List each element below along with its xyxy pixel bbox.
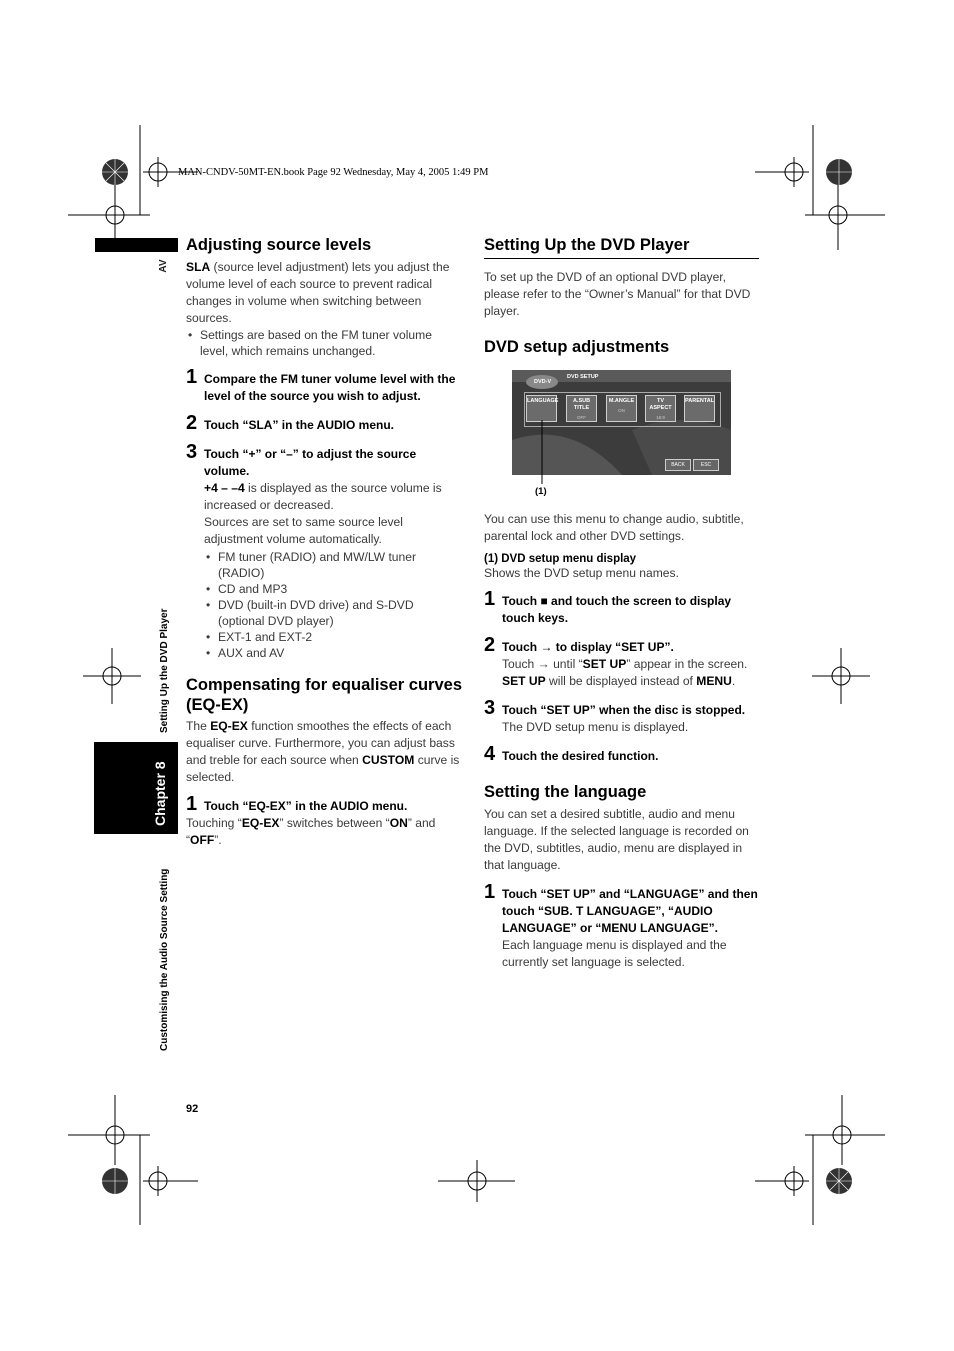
setup-step-2: 2 Touch → to display “SET UP”. Touch → until “SET UP” appear in the screen. SET UP will be displayed instead of MENU. [484, 639, 759, 690]
page-number: 92 [186, 1103, 199, 1115]
section-title-language: Setting the language [484, 783, 647, 801]
setup-step-1: 1 Touch ■ and touch the screen to display touch keys. [484, 588, 732, 625]
screen-button-asub-title[interactable]: A.SUB TITLE OFF [566, 395, 597, 422]
language-step-1: 1 Touch “SET UP” and “LANGUAGE” and then touch “SUB. T LANGUAGE”, “AUDIO LANGUAGE” or “MENU LANGUAGE”. Each language menu is displayed and the currently set language is selected. [484, 881, 758, 969]
section-title-dvd: Setting Up the DVD Player [484, 235, 759, 259]
list-item: • DVD (built-in DVD drive) and S-DVD (optional DVD player) [204, 597, 463, 629]
language-intro: You can set a desired subtitle, audio and menu language. If the selected language is recorded on the DVD, subtitles, audio, menu are displayed in that language. [484, 807, 749, 872]
section-title-eq: Compensating for equaliser curves (EQ-EX) [186, 676, 462, 714]
screen-title: DVD SETUP [567, 374, 599, 380]
language-step1-desc: Each language menu is displayed and the currently set language is selected. [502, 938, 727, 969]
sla-step-3: 3 Touch “+” or “–” to adjust the source volume. +4 – –4 is displayed as the source volume is increased or decreased. Sources are set to same source level adjustment volume automatically. • FM tuner (RADIO) and MW/LW tuner (RADIO) • CD and MP3 • DVD (built-in DVD drive) and S-DVD (optional DVD player) • EXT-1 and EXT-2 • AUX and AV [186, 446, 463, 661]
right-column-lower [484, 511, 759, 971]
menu-label-desc: Shows the DVD setup menu names. [484, 566, 679, 580]
sla-paragraph: SLA (source level adjustment) lets you adjust the volume level of each source to prevent radical changes in volume when switching between sources. [186, 260, 450, 325]
side-av-label: AV [158, 259, 169, 273]
list-item: • AUX and AV [204, 645, 463, 661]
sla-bullets [186, 327, 463, 359]
menu-intro: You can use this menu to change audio, subtitle, parental lock and other DVD settings. [484, 512, 744, 543]
eq-step1-desc: Touching “EQ-EX” switches between “ON” and “OFF”. [186, 816, 436, 847]
eq-paragraph: The EQ-EX function smoothes the effects of each equaliser curve. Furthermore, you can adjust bass and treble for each source when CUSTOM curve is selected. [186, 719, 460, 784]
setup-step3-desc: The DVD setup menu is displayed. [502, 720, 689, 734]
list-item: • Settings are based on the FM tuner volume level, which remains unchanged. [186, 327, 463, 359]
sla-step-2: 2 Touch “SLA” in the AUDIO menu. [186, 412, 394, 434]
screen-button-parental[interactable]: PARENTAL [684, 395, 715, 422]
side-customising-label: Customising the Audio Source Setting [159, 868, 170, 1051]
menu-label: (1) DVD setup menu display [484, 553, 637, 565]
screen-button-tv-aspect[interactable]: TV ASPECT 16:9 [645, 395, 676, 422]
step3-range-desc: +4 – –4 is displayed as the source volume is increased or decreased. [204, 481, 442, 512]
section-title-sla: Adjusting source levels [186, 236, 372, 254]
callout-line [530, 420, 550, 486]
source-list [204, 549, 463, 661]
screen-button-language[interactable]: LANGUAGE [526, 395, 557, 422]
screen-back-button[interactable]: BACK [665, 459, 691, 471]
callout-label: (1) [535, 486, 547, 497]
setup-step-4: 4 Touch the desired function. [484, 743, 659, 765]
setup-step2-desc: Touch → until “SET UP” appear in the screen. SET UP will be displayed instead of MENU. [502, 657, 748, 688]
right-column [484, 235, 759, 357]
chapter-label: Chapter 8 [152, 761, 168, 826]
setup-step-3: 3 Touch “SET UP” when the disc is stopped. The DVD setup menu is displayed. [484, 702, 759, 736]
side-tab-bar [95, 238, 178, 252]
list-item: • CD and MP3 [204, 581, 463, 597]
sla-step-1: 1 Compare the FM tuner volume level with the level of the source you wish to adjust. [186, 366, 456, 403]
screen-button-mangle[interactable]: M.ANGLE ON [606, 395, 637, 422]
side-setting-dvd-label: Setting Up the DVD Player [159, 608, 170, 733]
step3-desc2: Sources are set to same source level adjustment volume automatically. [204, 515, 403, 546]
left-column [186, 235, 463, 849]
list-item: • FM tuner (RADIO) and MW/LW tuner (RADIO) [204, 549, 463, 581]
screen-esc-button[interactable]: ESC [693, 459, 719, 471]
dvd-intro: To set up the DVD of an optional DVD player, please refer to the “Owner’s Manual” for that DVD player. [484, 270, 751, 318]
eq-step-1: 1 Touch “EQ-EX” in the AUDIO menu. [186, 793, 408, 815]
screen-source: DVD-V [534, 379, 552, 385]
list-item: • EXT-1 and EXT-2 [204, 629, 463, 645]
section-title-setup: DVD setup adjustments [484, 338, 670, 356]
file-header: MAN-CNDV-50MT-EN.book Page 92 Wednesday, May 4, 2005 1:49 PM [178, 167, 489, 178]
